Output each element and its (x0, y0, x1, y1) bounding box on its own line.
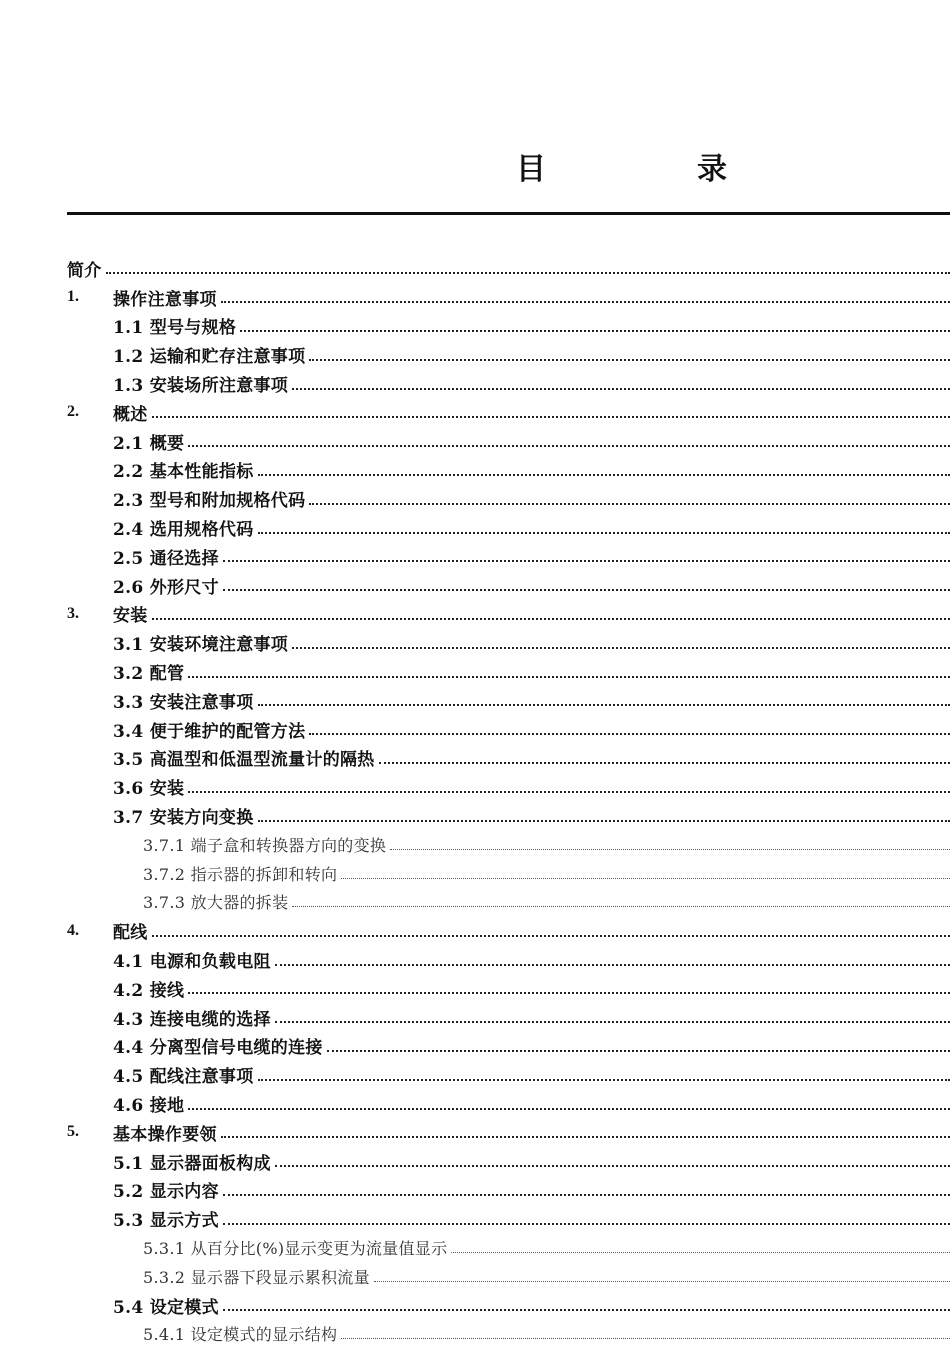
toc-entry-title: 1.2 运输和贮存注意事项 (113, 342, 305, 367)
toc-dot-leader (258, 474, 950, 476)
toc-entry (0, 427, 950, 456)
toc-entry (0, 657, 950, 686)
toc-entry-title: 5.3 显示方式 (113, 1206, 219, 1231)
toc-entry (0, 600, 950, 629)
toc-entry-title: 1.1 型号与规格 (113, 313, 236, 338)
toc-dot-leader (451, 1252, 950, 1253)
toc-entry-line (67, 256, 950, 281)
toc-entry-title: 安装 (113, 601, 148, 626)
toc-entry-line (113, 1149, 950, 1174)
page-title-char-1: 目 (516, 150, 546, 190)
toc-dot-leader (152, 416, 950, 418)
toc-entry-title: 2.3 型号和附加规格代码 (113, 486, 305, 511)
toc-entry (0, 254, 950, 283)
toc-entry (0, 801, 950, 830)
toc-entry-line (113, 544, 950, 569)
toc-entry-line (113, 515, 950, 540)
toc-dot-leader (221, 301, 950, 303)
toc-entry-title: 4.4 分离型信号电缆的连接 (113, 1033, 323, 1058)
toc-entry-title: 概述 (113, 400, 148, 425)
toc-dot-leader (152, 935, 950, 937)
toc-entry-line (113, 688, 950, 713)
toc-dot-leader (292, 647, 950, 649)
toc-entry-line (113, 573, 950, 598)
toc-dot-leader (223, 1194, 950, 1196)
toc-entry-line (113, 659, 950, 684)
toc-entry-line (113, 342, 950, 367)
toc-entry (0, 312, 950, 341)
toc-entry-line (113, 457, 950, 482)
toc-entry (0, 888, 950, 917)
toc-dot-leader (309, 503, 950, 505)
toc-dot-leader (258, 820, 950, 822)
toc-dot-leader (309, 359, 950, 361)
toc-entry-title: 5.4 设定模式 (113, 1293, 219, 1318)
toc-entry (0, 1319, 950, 1348)
toc-entry (0, 571, 950, 600)
toc-chapter-number: 1. (67, 288, 79, 306)
toc-entry-title: 5.3.2 显示器下段显示累积流量 (143, 1265, 370, 1288)
toc-entry (0, 744, 950, 773)
toc-entry-title: 3.4 便于维护的配管方法 (113, 717, 305, 742)
toc-entry (0, 1291, 950, 1320)
toc-entry (0, 484, 950, 513)
toc-entry-line (113, 601, 950, 626)
toc-dot-leader (188, 1108, 950, 1110)
toc-dot-leader (379, 762, 950, 764)
toc-dot-leader (223, 560, 950, 562)
toc-entry-title: 基本操作要领 (113, 1120, 217, 1145)
toc-entry (0, 686, 950, 715)
toc-entry (0, 1147, 950, 1176)
toc-dot-leader (374, 1281, 950, 1282)
toc-entry-title: 3.6 安装 (113, 774, 184, 799)
toc-dot-leader (188, 791, 950, 793)
toc-dot-leader (258, 532, 950, 534)
toc-entry (0, 1060, 950, 1089)
toc-entry-line (143, 1236, 950, 1259)
table-of-contents (0, 254, 950, 1348)
toc-entry (0, 456, 950, 485)
toc-entry-title: 2.2 基本性能指标 (113, 457, 254, 482)
toc-dot-leader (106, 272, 950, 274)
toc-entry-line (113, 1206, 950, 1231)
toc-entry-line (113, 429, 950, 454)
toc-entry (0, 1003, 950, 1032)
toc-dot-leader (292, 906, 950, 907)
toc-entry (0, 369, 950, 398)
toc-dot-leader (309, 733, 950, 735)
toc-entry (0, 974, 950, 1003)
toc-entry-title: 4.1 电源和负载电阻 (113, 947, 271, 972)
toc-chapter-number: 4. (67, 922, 79, 940)
toc-dot-leader (188, 992, 950, 994)
toc-entry-line (113, 1091, 950, 1116)
toc-entry-title: 3.7.3 放大器的拆装 (143, 890, 288, 913)
toc-entry-line (143, 1322, 950, 1345)
title-divider (67, 212, 950, 215)
toc-dot-leader (223, 1309, 950, 1311)
toc-dot-leader (275, 964, 950, 966)
toc-entry-title: 3.2 配管 (113, 659, 184, 684)
toc-entry-title: 2.4 选用规格代码 (113, 515, 254, 540)
toc-chapter-number: 5. (67, 1123, 79, 1141)
toc-chapter-number: 3. (67, 605, 79, 623)
toc-entry-title: 3.7.1 端子盒和转换器方向的变换 (143, 833, 386, 856)
toc-entry-title: 5.4.1 设定模式的显示结构 (143, 1322, 337, 1345)
toc-entry-title: 4.6 接地 (113, 1091, 184, 1116)
toc-entry (0, 1233, 950, 1262)
toc-entry-title: 2.5 通径选择 (113, 544, 219, 569)
toc-entry-title: 5.1 显示器面板构成 (113, 1149, 271, 1174)
toc-entry-title: 3.3 安装注意事项 (113, 688, 254, 713)
toc-entry (0, 513, 950, 542)
toc-entry-line (113, 486, 950, 511)
page-title-char-2: 录 (697, 150, 727, 190)
toc-entry-title: 3.1 安装环境注意事项 (113, 630, 288, 655)
toc-dot-leader (188, 445, 950, 447)
toc-entry (0, 1089, 950, 1118)
toc-dot-leader (258, 704, 950, 706)
toc-entry (0, 398, 950, 427)
toc-entry-line (113, 774, 950, 799)
toc-entry-line (113, 313, 950, 338)
toc-entry-line (113, 285, 950, 310)
toc-entry-line (113, 803, 950, 828)
toc-entry-line (113, 918, 950, 943)
toc-entry (0, 283, 950, 312)
toc-entry-title: 2.6 外形尺寸 (113, 573, 219, 598)
toc-entry (0, 1262, 950, 1291)
toc-dot-leader (240, 330, 950, 332)
toc-entry-line (143, 890, 950, 913)
toc-entry-line (113, 1293, 950, 1318)
toc-entry-title: 5.3.1 从百分比(%)显示变更为流量值显示 (143, 1236, 447, 1259)
toc-dot-leader (341, 1338, 950, 1339)
toc-entry-line (113, 1005, 950, 1030)
toc-entry-title: 4.3 连接电缆的选择 (113, 1005, 271, 1030)
toc-entry-title: 1.3 安装场所注意事项 (113, 371, 288, 396)
toc-entry (0, 542, 950, 571)
toc-dot-leader (152, 618, 950, 620)
toc-entry-title: 简介 (67, 256, 102, 281)
toc-entry-title: 配线 (113, 918, 148, 943)
toc-entry (0, 1118, 950, 1147)
toc-entry (0, 1176, 950, 1205)
toc-entry (0, 1204, 950, 1233)
toc-dot-leader (275, 1165, 950, 1167)
toc-entry-line (113, 976, 950, 1001)
toc-entry-title: 3.5 高温型和低温型流量计的隔热 (113, 745, 375, 770)
toc-entry (0, 340, 950, 369)
toc-entry-line (113, 947, 950, 972)
toc-dot-leader (223, 1223, 950, 1225)
toc-entry-title: 4.2 接线 (113, 976, 184, 1001)
toc-entry-line (113, 1177, 950, 1202)
toc-dot-leader (188, 676, 950, 678)
toc-dot-leader (221, 1136, 950, 1138)
page-title (0, 150, 950, 190)
toc-dot-leader (341, 878, 950, 879)
toc-dot-leader (390, 849, 950, 850)
toc-entry-title: 5.2 显示内容 (113, 1177, 219, 1202)
toc-entry-line (113, 1062, 950, 1087)
toc-entry-title: 3.7.2 指示器的拆卸和转向 (143, 862, 337, 885)
toc-entry-line (113, 400, 950, 425)
toc-entry-title: 4.5 配线注意事项 (113, 1062, 254, 1087)
toc-dot-leader (292, 388, 950, 390)
toc-entry-title: 2.1 概要 (113, 429, 184, 454)
toc-dot-leader (327, 1050, 950, 1052)
toc-dot-leader (223, 589, 950, 591)
toc-entry-line (143, 862, 950, 885)
toc-entry-line (113, 630, 950, 655)
toc-entry-line (143, 833, 950, 856)
toc-entry (0, 859, 950, 888)
toc-entry (0, 1032, 950, 1061)
toc-entry (0, 772, 950, 801)
toc-entry-line (113, 745, 950, 770)
toc-entry-line (143, 1265, 950, 1288)
toc-entry-line (113, 1120, 950, 1145)
toc-chapter-number: 2. (67, 403, 79, 421)
toc-entry-line (113, 371, 950, 396)
toc-entry-title: 3.7 安装方向变换 (113, 803, 254, 828)
toc-entry (0, 628, 950, 657)
toc-entry (0, 945, 950, 974)
toc-dot-leader (258, 1079, 950, 1081)
toc-entry-line (113, 1033, 950, 1058)
toc-entry-line (113, 717, 950, 742)
toc-dot-leader (275, 1021, 950, 1023)
toc-entry (0, 916, 950, 945)
toc-entry (0, 715, 950, 744)
toc-entry (0, 830, 950, 859)
toc-entry-title: 操作注意事项 (113, 285, 217, 310)
